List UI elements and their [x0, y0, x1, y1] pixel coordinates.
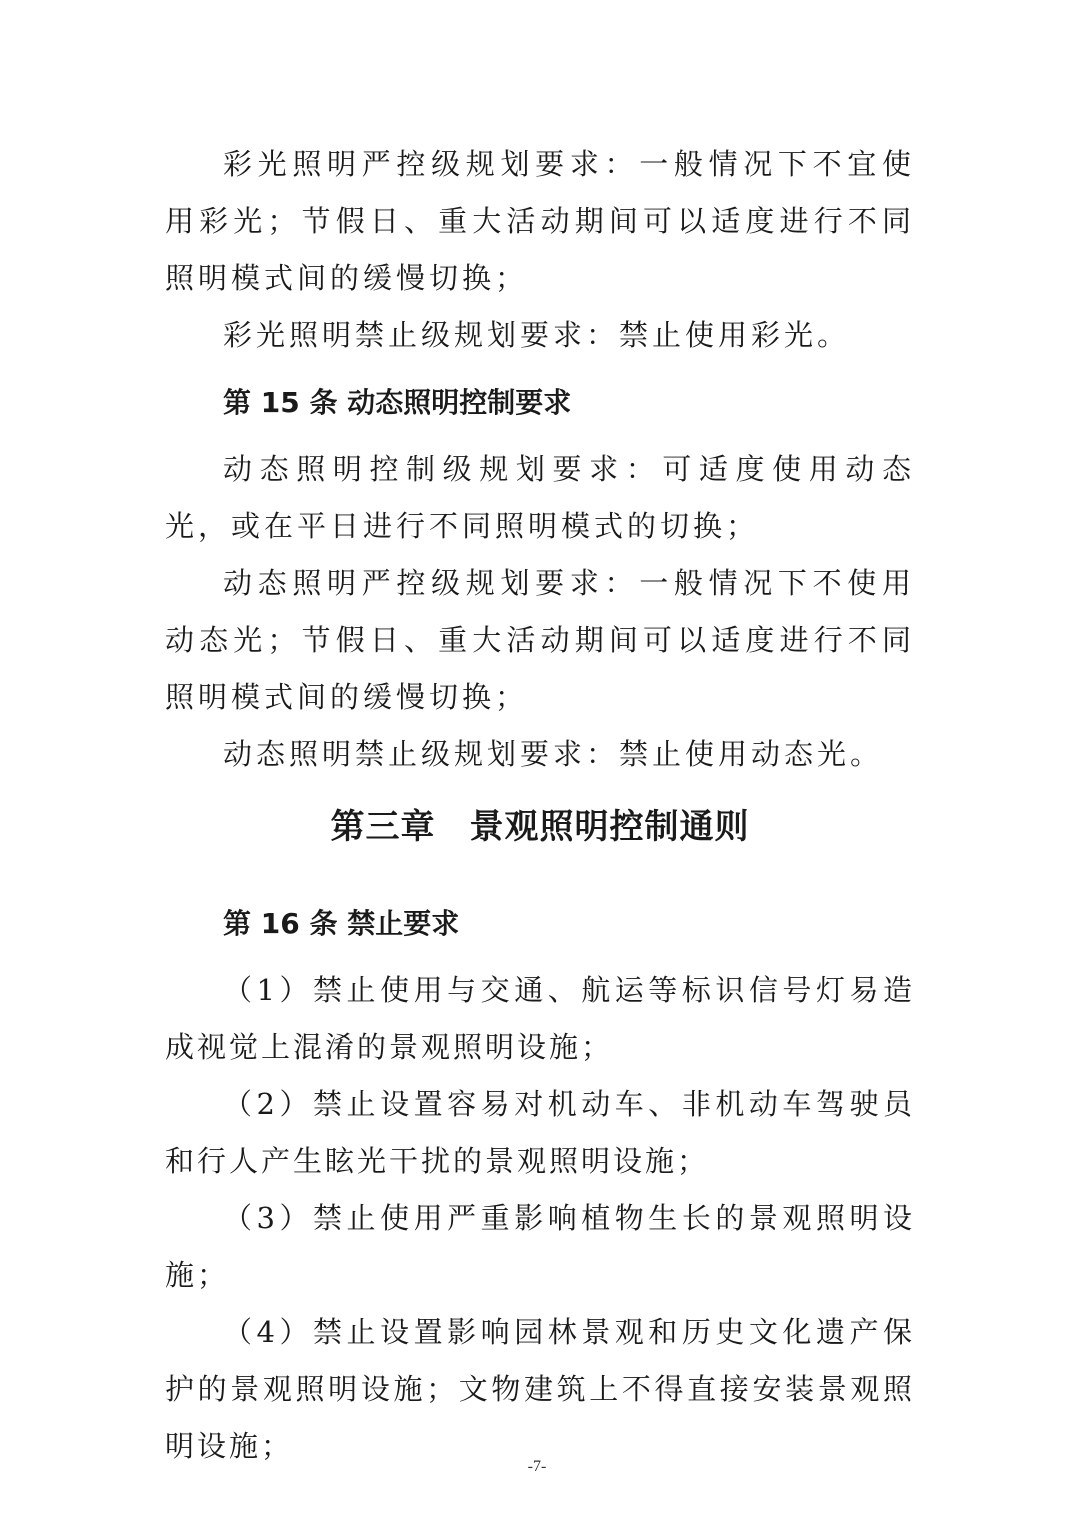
- list-item-prohibition-2: （2）禁止设置容易对机动车、非机动车驾驶员和行人产生眩光干扰的景观照明设施；: [165, 1087, 915, 1178]
- list-item-prohibition-4: （4）禁止设置影响园林景观和历史文化遗产保护的景观照明设施；文物建筑上不得直接安装景观照明设施；: [165, 1315, 915, 1463]
- chapter-title: 景观照明控制通则: [469, 807, 750, 847]
- chapter-number: 第三章: [330, 807, 436, 847]
- paragraph-dynamic-light-control: 动态照明控制级规划要求：可适度使用动态光，或在平日进行不同照明模式的切换；: [165, 452, 915, 543]
- page-number: -7-: [527, 1458, 547, 1475]
- article-16-heading: 第 16 条 禁止要求: [223, 907, 460, 940]
- chapter-heading: [165, 783, 915, 895]
- paragraph-colored-light-strict: 彩光照明严控级规划要求：一般情况下不宜使用彩光；节假日、重大活动期间可以适度进行不同照明模式间的缓慢切换；: [165, 147, 915, 295]
- paragraph-colored-light-prohibit: 彩光照明禁止级规划要求：禁止使用彩光。: [223, 318, 851, 352]
- page-body: [165, 136, 915, 1475]
- paragraph-dynamic-light-strict: 动态照明严控级规划要求：一般情况下不使用动态光；节假日、重大活动期间可以适度进行不同照明模式间的缓慢切换；: [165, 566, 915, 714]
- list-item-prohibition-3: （3）禁止使用严重影响植物生长的景观照明设施；: [165, 1201, 915, 1292]
- paragraph-dynamic-light-prohibit: 动态照明禁止级规划要求：禁止使用动态光。: [223, 737, 884, 771]
- list-item-prohibition-1: （1）禁止使用与交通、航运等标识信号灯易造成视觉上混淆的景观照明设施；: [165, 973, 915, 1064]
- article-15-heading: 第 15 条 动态照明控制要求: [223, 386, 572, 419]
